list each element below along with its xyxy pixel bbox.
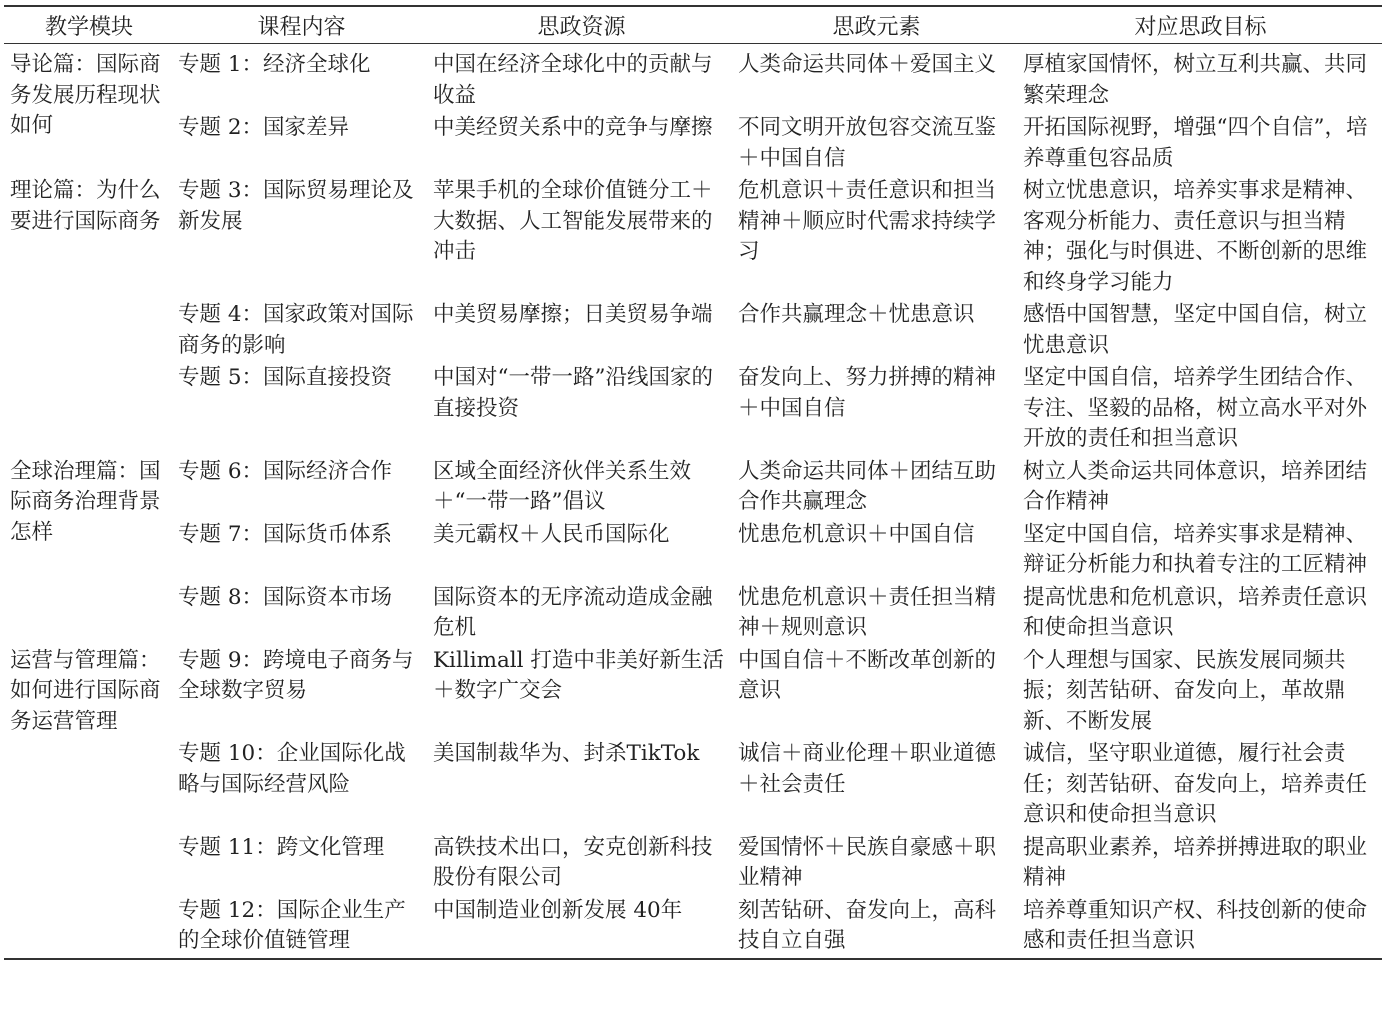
- cell-goal: 开拓国际视野，增强“四个自信”，培养尊重包容品质: [1023, 115, 1368, 171]
- cell-topic: 专题 8：国际资本市场: [178, 584, 393, 610]
- cell-topic: 专题 4：国家政策对国际商务的影响: [178, 302, 414, 358]
- cell-element: 爱国情怀＋民族自豪感＋职业精神: [738, 834, 997, 890]
- table-row: [4, 645, 1382, 739]
- cell-goal: 树立人类命运共同体意识，培养团结合作精神: [1023, 458, 1368, 514]
- table-row: [4, 44, 1382, 113]
- table-row: [4, 519, 1382, 582]
- cell-element: 中国自信＋不断改革创新的意识: [738, 647, 997, 703]
- cell-resource: 中美经贸关系中的竞争与摩擦: [433, 115, 713, 140]
- cell-element: 忧患危机意识＋中国自信: [738, 521, 975, 547]
- cell-resource: Killimall 打造中非美好新生活＋数字广交会: [433, 647, 724, 703]
- cell-element: 刻苦钻研、奋发向上，高科技自立自强: [738, 897, 997, 953]
- header-module: 教学模块: [4, 6, 174, 44]
- table-row: [4, 112, 1382, 175]
- cell-element: 忧患危机意识＋责任担当精神＋规则意识: [738, 584, 997, 640]
- cell-module: 导论篇：国际商务发展历程现状如何: [10, 52, 161, 138]
- table-body: [4, 44, 1382, 959]
- cell-element: 合作共赢理念＋忧患意识: [738, 302, 975, 327]
- table-header: [4, 6, 1382, 44]
- cell-goal: 培养尊重知识产权、科技创新的使命感和责任担当意识: [1023, 897, 1368, 953]
- cell-goal: 厚植家国情怀，树立互利共赢、共同繁荣理念: [1023, 52, 1368, 108]
- cell-topic: 专题 9：跨境电子商务与全球数字贸易: [178, 647, 414, 703]
- cell-element: 奋发向上、努力拼搏的精神＋中国自信: [738, 365, 997, 421]
- cell-goal: 树立忧患意识，培养实事求是精神、客观分析能力、责任意识与担当精神；强化与时俱进、不断创新的思维和终身学习能力: [1023, 178, 1368, 295]
- cell-topic: 专题 5：国际直接投资: [178, 365, 393, 390]
- table-row: [4, 299, 1382, 362]
- table-row: [4, 895, 1382, 959]
- cell-resource: 区域全面经济伙伴关系生效＋“一带一路”倡议: [433, 458, 692, 514]
- cell-resource: 中国在经济全球化中的贡献与收益: [433, 52, 713, 108]
- cell-topic: 专题 12：国际企业生产的全球价值链管理: [178, 897, 406, 953]
- cell-resource: 中国制造业创新发展 40年: [433, 897, 683, 923]
- cell-element: 人类命运共同体＋爱国主义: [738, 52, 997, 77]
- cell-module: 运营与管理篇：如何进行国际商务运营管理: [10, 647, 161, 734]
- cell-topic: 专题 2：国家差异: [178, 115, 350, 140]
- cell-element: 诚信＋商业伦理＋职业道德＋社会责任: [738, 741, 997, 797]
- table-row: [4, 738, 1382, 832]
- header-row: [4, 6, 1382, 44]
- cell-resource: 美元霸权＋人民币国际化: [433, 521, 670, 547]
- header-course-content: 课程内容: [174, 6, 429, 44]
- cell-goal: 诚信，坚守职业道德，履行社会责任；刻苦钻研、奋发向上，培养责任意识和使命担当意识: [1023, 741, 1368, 827]
- cell-module: 理论篇：为什么要进行国际商务: [10, 178, 161, 234]
- table-row: [4, 832, 1382, 895]
- cell-topic: 专题 6：国际经济合作: [178, 458, 393, 484]
- document-page: [0, 5, 1386, 1031]
- table-row: [4, 175, 1382, 299]
- cell-goal: 感悟中国智慧，坚定中国自信，树立忧患意识: [1023, 302, 1368, 358]
- cell-element: 危机意识＋责任意识和担当精神＋顺应时代需求持续学习: [738, 178, 997, 264]
- cell-goal: 提高职业素养，培养拼搏进取的职业精神: [1023, 834, 1368, 890]
- header-resource: 思政资源: [429, 6, 734, 44]
- header-goal: 对应思政目标: [1019, 6, 1382, 44]
- cell-goal: 提高忧患和危机意识，培养责任意识和使命担当意识: [1023, 584, 1368, 640]
- table-row: [4, 456, 1382, 519]
- cell-resource: 中美贸易摩擦；日美贸易争端: [433, 302, 713, 327]
- cell-topic: 专题 3：国际贸易理论及新发展: [178, 178, 414, 234]
- cell-element: 人类命运共同体＋团结互助合作共赢理念: [738, 458, 997, 514]
- ideological-course-table: [4, 5, 1382, 960]
- cell-goal: 坚定中国自信，培养学生团结合作、专注、坚毅的品格，树立高水平对外开放的责任和担当意识: [1023, 365, 1368, 451]
- cell-resource: 美国制裁华为、封杀TikTok: [433, 741, 700, 766]
- cell-resource: 高铁技术出口，安克创新科技股份有限公司: [433, 834, 713, 890]
- cell-topic: 专题 10：企业国际化战略与国际经营风险: [178, 741, 406, 797]
- cell-goal: 个人理想与国家、民族发展同频共振；刻苦钻研、奋发向上，革故鼎新、不断发展: [1023, 647, 1346, 734]
- cell-element: 不同文明开放包容交流互鉴＋中国自信: [738, 115, 997, 171]
- cell-topic: 专题 1：经济全球化: [178, 52, 371, 77]
- cell-resource: 苹果手机的全球价值链分工＋大数据、人工智能发展带来的冲击: [433, 178, 713, 264]
- header-element: 思政元素: [734, 6, 1019, 44]
- cell-resource: 国际资本的无序流动造成金融危机: [433, 584, 713, 640]
- cell-goal: 坚定中国自信，培养实事求是精神、辩证分析能力和执着专注的工匠精神: [1023, 521, 1368, 577]
- table-row: [4, 362, 1382, 456]
- table-row: [4, 582, 1382, 645]
- cell-resource: 中国对“一带一路”沿线国家的直接投资: [433, 365, 713, 421]
- cell-topic: 专题 11：跨文化管理: [178, 834, 385, 860]
- cell-topic: 专题 7：国际货币体系: [178, 521, 393, 547]
- cell-module: 全球治理篇：国际商务治理背景怎样: [10, 458, 161, 545]
